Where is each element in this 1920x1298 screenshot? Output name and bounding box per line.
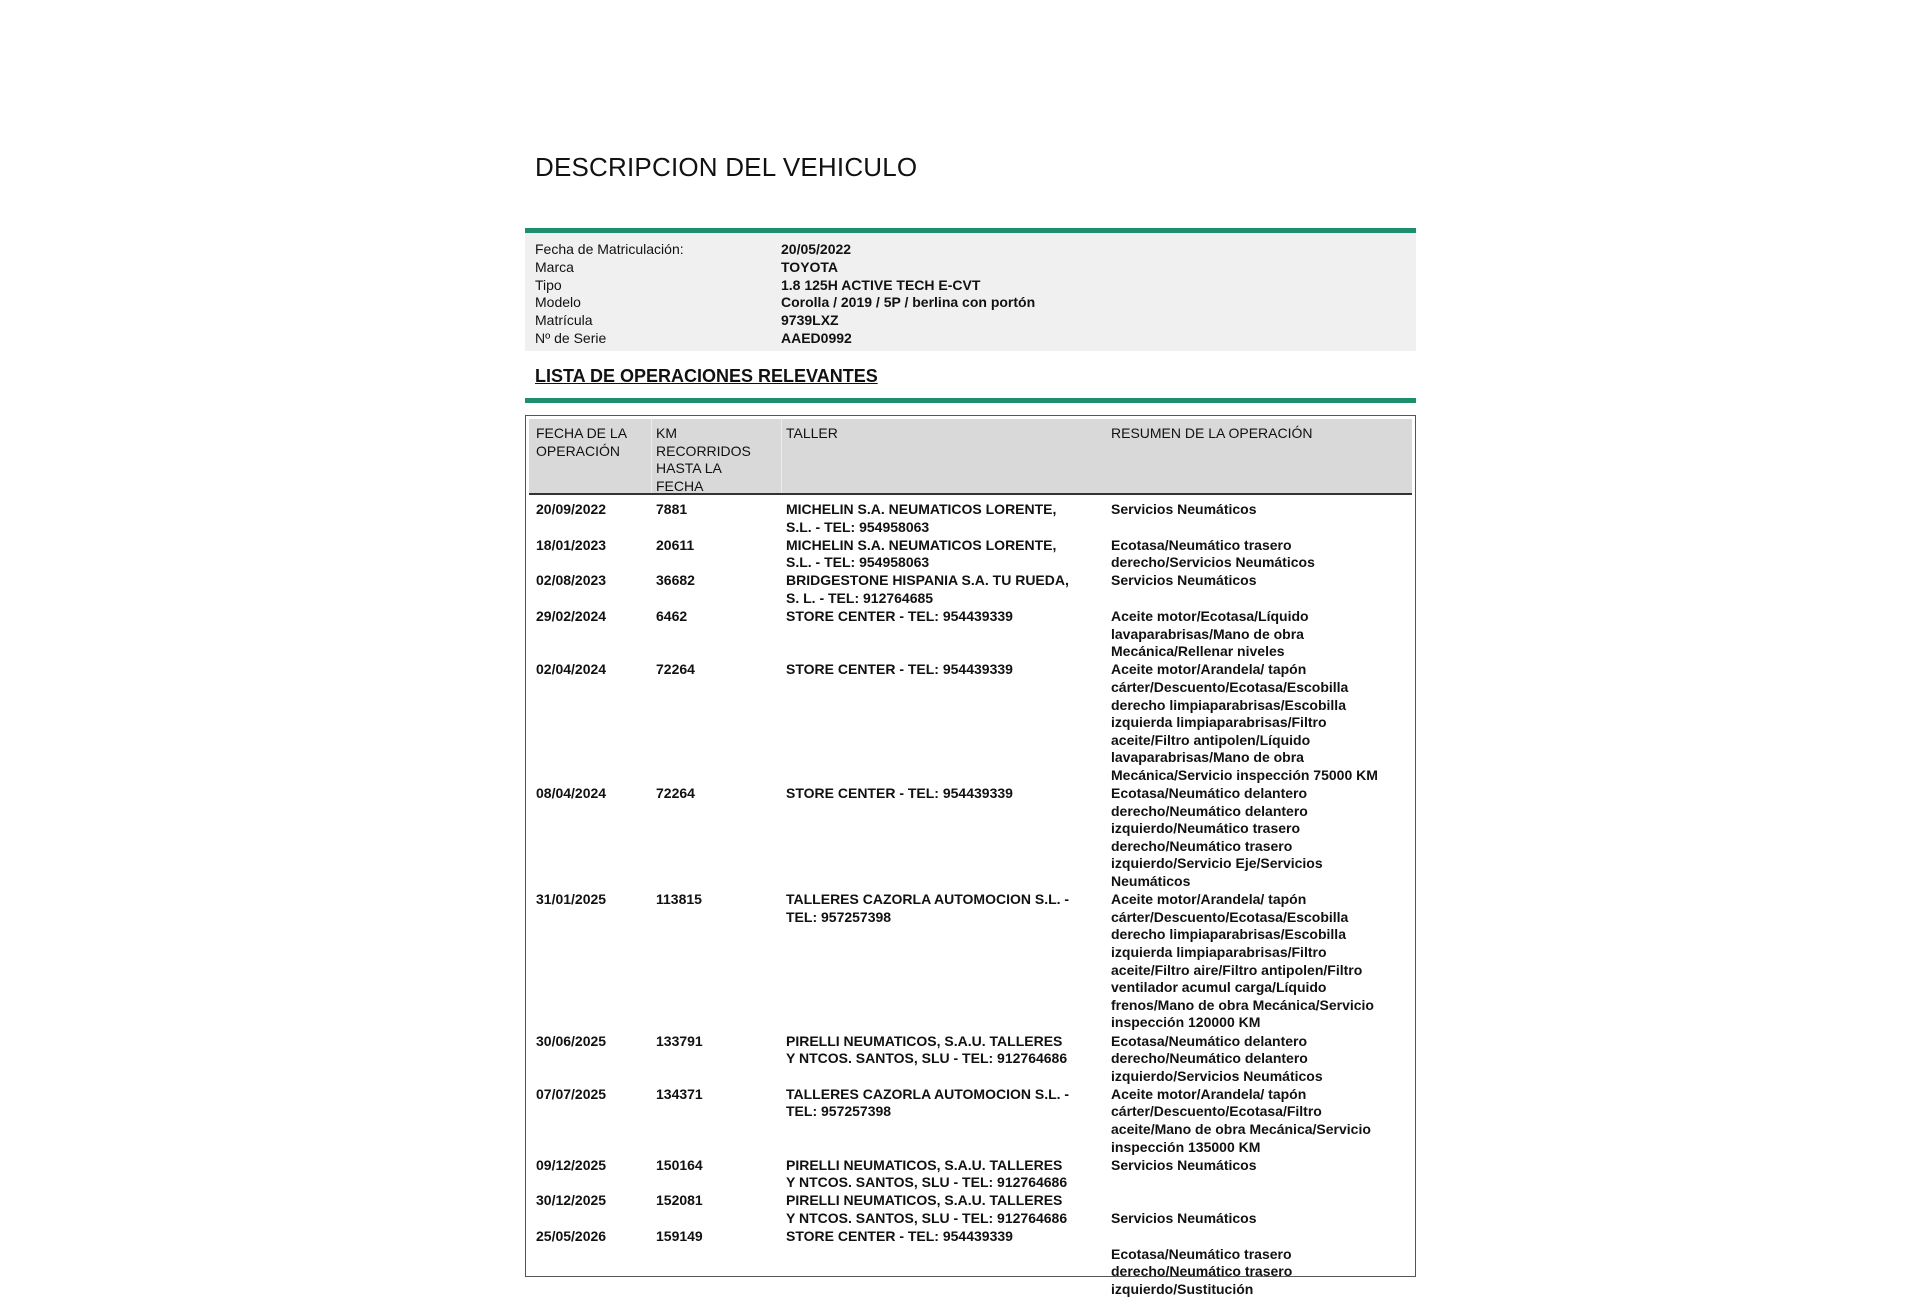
cell-km-line: 152081 (656, 1192, 703, 1209)
header-line: RESUMEN DE LA OPERACIÓN (1111, 425, 1313, 441)
cell-resumen-line: derecho/Neumático delantero (1111, 1050, 1308, 1067)
vehicle-info-value: Corolla / 2019 / 5P / berlina con portón (781, 294, 1036, 311)
cell-resumen (1111, 572, 1411, 590)
cell-resumen-line: ventilador acumul carga/Líquido (1111, 979, 1327, 996)
cell-taller (786, 1086, 1101, 1121)
cell-resumen-line: Aceite motor/Arandela/ tapón (1111, 661, 1307, 678)
cell-km (656, 537, 694, 555)
cell-resumen (1111, 501, 1411, 519)
cell-taller-line: BRIDGESTONE HISPANIA S.A. TU RUEDA, (786, 572, 1069, 589)
operations-table (525, 415, 1416, 1297)
cell-fecha-line: 30/06/2025 (536, 1032, 607, 1049)
vehicle-info-label: Modelo (535, 294, 581, 311)
cell-fecha (536, 501, 606, 519)
vehicle-info-row (525, 329, 1416, 347)
cell-fecha-line: 08/04/2024 (536, 785, 607, 802)
cell-taller (786, 1157, 1101, 1192)
cell-km-line: 159149 (656, 1228, 703, 1245)
cell-km (656, 572, 695, 590)
cell-taller-line: Y NTCOS. SANTOS, SLU - TEL: 912764686 (786, 1050, 1068, 1067)
cell-resumen-line: izquierdo/Servicio Eje/Servicios (1111, 855, 1323, 872)
vehicle-info-row (525, 258, 1416, 276)
cell-km-line: 72264 (656, 661, 695, 678)
cell-taller-line: TALLERES CAZORLA AUTOMOCION S.L. - (786, 1085, 1070, 1102)
cell-km-line: 72264 (656, 785, 695, 802)
cell-resumen-line: Mecánica/Rellenar niveles (1111, 643, 1285, 660)
cell-resumen-line: Aceite motor/Arandela/ tapón (1111, 891, 1307, 908)
cell-taller-line: S.L. - TEL: 954958063 (786, 518, 930, 535)
cell-resumen-line: derecho limpiaparabrisas/Escobilla (1111, 696, 1346, 713)
cell-taller (786, 572, 1101, 607)
cell-fecha (536, 891, 606, 909)
cell-resumen-line: cárter/Descuento/Ecotasa/Escobilla (1111, 678, 1349, 695)
vehicle-info-row (525, 240, 1416, 258)
cell-taller (786, 537, 1101, 572)
cell-taller-line: TEL: 957257398 (786, 908, 892, 925)
cell-km-line: 7881 (656, 501, 688, 517)
cell-taller-line: S.L. - TEL: 954958063 (786, 554, 930, 571)
cell-km-line: 6462 (656, 608, 688, 625)
vehicle-info-value: TOYOTA (781, 258, 839, 275)
cell-taller-line: STORE CENTER - TEL: 954439339 (786, 1228, 1013, 1245)
header-line: KM (656, 425, 677, 441)
operations-title: LISTA DE OPERACIONES RELEVANTES (535, 366, 878, 386)
cell-resumen-line: izquierda limpiaparabrisas/Filtro (1111, 943, 1327, 960)
cell-km (656, 1228, 703, 1246)
header-fecha (536, 425, 636, 460)
header-column-separator (651, 419, 652, 493)
header-line: HASTA LA (656, 460, 722, 476)
vehicle-info-label: Marca (535, 258, 574, 275)
cell-resumen (1111, 537, 1411, 572)
cell-resumen-line: Ecotasa/Neumático trasero (1111, 1245, 1292, 1262)
cell-taller-line: Y NTCOS. SANTOS, SLU - TEL: 912764686 (786, 1174, 1068, 1191)
cell-resumen (1111, 608, 1411, 661)
cell-resumen-line: inspección 120000 KM (1111, 1014, 1261, 1031)
cell-taller (786, 501, 1101, 536)
cell-fecha-line: 09/12/2025 (536, 1156, 607, 1173)
cell-km (656, 501, 687, 519)
vehicle-info-value: AAED0992 (781, 330, 852, 346)
cell-taller-line: PIRELLI NEUMATICOS, S.A.U. TALLERES (786, 1032, 1063, 1049)
section-divider-operations (525, 398, 1416, 403)
cell-taller-line: Y NTCOS. SANTOS, SLU - TEL: 912764686 (786, 1209, 1068, 1226)
cell-resumen-line: Servicios Neumáticos (1111, 572, 1257, 589)
cell-fecha (536, 1086, 606, 1104)
header-column-separator (781, 419, 782, 493)
vehicle-info-row (525, 311, 1416, 329)
cell-resumen (1111, 1228, 1411, 1298)
header-km (656, 425, 756, 495)
cell-resumen-line: izquierdo/Servicios Neumáticos (1111, 1067, 1323, 1084)
cell-taller-line: STORE CENTER - TEL: 954439339 (786, 661, 1013, 678)
cell-taller (786, 661, 1101, 679)
cell-km (656, 608, 687, 626)
vehicle-info-value: 9739LXZ (781, 312, 839, 329)
vehicle-info-label: Matrícula (535, 312, 593, 329)
cell-taller (786, 891, 1101, 926)
cell-resumen-line: derecho limpiaparabrisas/Escobilla (1111, 926, 1346, 943)
cell-resumen-line: cárter/Descuento/Ecotasa/Filtro (1111, 1103, 1322, 1120)
cell-resumen-line (1111, 1192, 1411, 1210)
cell-fecha (536, 608, 606, 626)
cell-resumen-line: Mecánica/Servicio inspección 75000 KM (1111, 766, 1378, 783)
cell-fecha-line: 07/07/2025 (536, 1085, 607, 1102)
cell-resumen-line: derecho/Servicios Neumáticos (1111, 554, 1315, 571)
cell-taller-line: PIRELLI NEUMATICOS, S.A.U. TALLERES (786, 1192, 1063, 1209)
cell-km (656, 891, 702, 909)
cell-km-line: 113815 (656, 891, 702, 908)
cell-fecha-line: 30/12/2025 (536, 1192, 607, 1209)
cell-resumen-line: Aceite motor/Ecotasa/Líquido (1111, 608, 1309, 625)
cell-fecha (536, 1228, 606, 1246)
cell-resumen-line: Ecotasa/Neumático trasero (1111, 536, 1292, 553)
vehicle-info-row (525, 293, 1416, 311)
cell-resumen-line: Ecotasa/Neumático delantero (1111, 785, 1308, 802)
document-title: DESCRIPCION DEL VEHICULO (535, 152, 918, 182)
cell-km-line: 134371 (656, 1085, 703, 1102)
cell-km (656, 661, 695, 679)
vehicle-info-label: Fecha de Matriculación: (535, 241, 684, 257)
header-taller (786, 425, 1086, 443)
cell-taller-line: S. L. - TEL: 912764685 (786, 589, 934, 606)
cell-fecha-line: 29/02/2024 (536, 608, 607, 625)
cell-taller (786, 1192, 1101, 1227)
cell-km (656, 785, 695, 803)
vehicle-info-value: 1.8 125H ACTIVE TECH E-CVT (781, 276, 981, 293)
cell-km-line: 133791 (656, 1032, 703, 1049)
cell-taller-line: TALLERES CAZORLA AUTOMOCION S.L. - (786, 891, 1070, 908)
cell-resumen-line: derecho/Neumático delantero (1111, 802, 1308, 819)
header-line: FECHA DE LA (536, 425, 628, 441)
operations-table-header (529, 419, 1412, 495)
cell-resumen-line: Aceite motor/Arandela/ tapón (1111, 1085, 1307, 1102)
cell-resumen-line: cárter/Descuento/Ecotasa/Escobilla (1111, 908, 1349, 925)
cell-resumen (1111, 661, 1411, 784)
cell-fecha (536, 1157, 606, 1175)
cell-fecha (536, 785, 606, 803)
cell-resumen-line: izquierda limpiaparabrisas/Filtro (1111, 714, 1327, 731)
cell-km-line: 20611 (656, 536, 695, 553)
cell-taller-line: MICHELIN S.A. NEUMATICOS LORENTE, (786, 536, 1057, 553)
cell-resumen-line: Servicios Neumáticos (1111, 501, 1257, 517)
vehicle-info-label: Nº de Serie (535, 330, 607, 346)
cell-taller (786, 608, 1101, 626)
header-line: OPERACIÓN (536, 442, 621, 459)
cell-resumen-line: izquierdo/Neumático trasero (1111, 820, 1301, 837)
cell-taller-line: PIRELLI NEUMATICOS, S.A.U. TALLERES (786, 1156, 1063, 1173)
cell-resumen (1111, 1033, 1411, 1086)
cell-resumen (1111, 1157, 1411, 1175)
cell-resumen-line: derecho/Neumático trasero (1111, 837, 1293, 854)
cell-taller (786, 1033, 1101, 1068)
vehicle-info-label: Tipo (535, 276, 562, 293)
header-line: FECHA (656, 477, 704, 494)
cell-taller-line: TEL: 957257398 (786, 1103, 892, 1120)
cell-taller (786, 785, 1101, 803)
cell-km-line: 150164 (656, 1156, 703, 1173)
cell-resumen-line: Neumáticos (1111, 873, 1191, 890)
cell-km (656, 1086, 703, 1104)
cell-km (656, 1033, 703, 1051)
cell-fecha-line: 25/05/2026 (536, 1228, 607, 1245)
cell-fecha (536, 572, 606, 590)
cell-resumen-line: frenos/Mano de obra Mecánica/Servicio (1111, 996, 1374, 1013)
cell-fecha-line: 18/01/2023 (536, 536, 607, 553)
cell-resumen (1111, 891, 1411, 1032)
cell-resumen (1111, 1192, 1411, 1227)
cell-fecha-line: 02/04/2024 (536, 661, 607, 678)
cell-resumen-line: lavaparabrisas/Mano de obra (1111, 749, 1304, 766)
cell-km-line: 36682 (656, 572, 695, 589)
cell-taller-line: STORE CENTER - TEL: 954439339 (786, 608, 1013, 625)
cell-resumen (1111, 1086, 1411, 1156)
cell-fecha-line: 02/08/2023 (536, 572, 607, 589)
cell-resumen-line: lavaparabrisas/Mano de obra (1111, 625, 1304, 642)
cell-fecha-line: 31/01/2025 (536, 891, 607, 908)
cell-taller-line: MICHELIN S.A. NEUMATICOS LORENTE, (786, 501, 1057, 517)
cell-fecha (536, 537, 606, 555)
cell-fecha (536, 1033, 606, 1051)
cell-resumen-line: aceite/Mano de obra Mecánica/Servicio (1111, 1120, 1371, 1137)
cell-taller-line: STORE CENTER - TEL: 954439339 (786, 785, 1013, 802)
vehicle-info-row (525, 276, 1416, 294)
vehicle-info-value: 20/05/2022 (781, 241, 852, 257)
cell-resumen-line: aceite/Filtro antipolen/Líquido (1111, 731, 1311, 748)
cell-resumen-line: izquierdo/Sustitución (1111, 1280, 1254, 1297)
vehicle-info-box (525, 233, 1416, 351)
cell-fecha (536, 661, 606, 679)
cell-resumen-line: Servicios Neumáticos (1111, 1156, 1257, 1173)
cell-resumen-line: derecho/Neumático trasero (1111, 1263, 1293, 1280)
header-line: TALLER (786, 425, 838, 441)
header-line: RECORRIDOS (656, 442, 751, 459)
cell-km (656, 1192, 703, 1210)
cell-resumen-line: inspección 135000 KM (1111, 1138, 1261, 1155)
cell-resumen-line: aceite/Filtro aire/Filtro antipolen/Filtro (1111, 961, 1363, 978)
cell-taller (786, 1228, 1101, 1246)
cell-resumen-line: Servicios Neumáticos (1111, 1209, 1257, 1226)
cell-fecha-line: 20/09/2022 (536, 501, 607, 517)
cell-fecha (536, 1192, 606, 1210)
cell-resumen (1111, 785, 1411, 891)
cell-resumen-line (1111, 1228, 1411, 1246)
cell-km (656, 1157, 703, 1175)
header-resumen (1111, 425, 1411, 443)
cell-resumen-line: Ecotasa/Neumático delantero (1111, 1032, 1308, 1049)
